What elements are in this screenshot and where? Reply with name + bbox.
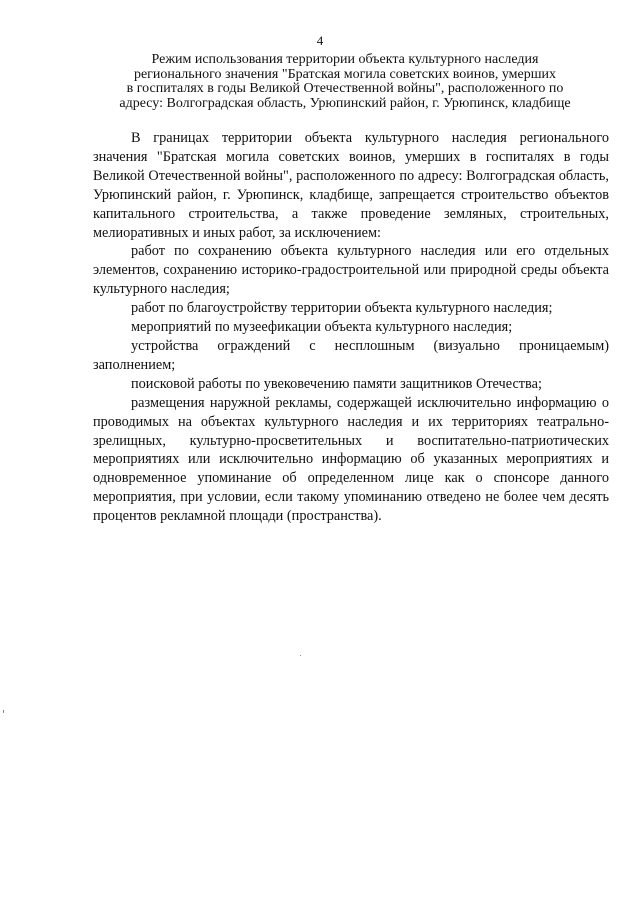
document-body [93,129,609,526]
document-title [95,53,595,111]
intro-paragraph: В границах территории объекта культурного наследия регионального значения "Братская могила советских воинов, умерших в госпиталях в годы Великой Отечественной войны", расположенного по адресу: Волгоградская область, Урюпинский район, г. Урюпинск, кладбище, запрещается строительство объектов капитального строительства, а также проведение земляных, строительных, мелиоративных и иных работ, за исключением: [93,130,609,241]
scan-speck [3,710,4,713]
title-line: адресу: Волгоградская область, Урюпинский район, г. Урюпинск, кладбище [119,95,571,111]
page-number: 4 [316,33,324,48]
title-line: в госпиталях в годы Великой Отечественной войны", расположенного по [126,81,564,96]
title-line: регионального значения "Братская могила советских воинов, умерших [133,66,557,82]
exception-item: работ по благоустройству территории объекта культурного наследия; [131,300,553,317]
scan-speck [300,655,301,656]
exception-item: работ по сохранению объекта культурного наследия или его отдельных элементов, сохранению историко-градостроительной или природной среды объекта культурного наследия; [93,243,609,298]
exception-item: размещения наружной рекламы, содержащей исключительно информацию о проводимых на объектах культурного наследия и их территориях театрально-зрелищных, культурно-просветительных и воспитательно-патриотических мероприятиях или исключительно информацию об указанных мероприятиях и одновременное упоминание об определенном лице как о спонсоре данного мероприятия, при условии, если такому упоминанию отведено не более чем десять процентов рекламной площади (пространства). [93,394,609,525]
exception-item: поисковой работы по увековечению памяти защитников Отечества; [131,375,542,392]
title-line: Режим использования территории объекта культурного наследия [151,52,539,67]
exception-item: устройства ограждений с несплошным (визуально проницаемым) заполнением; [93,337,609,373]
exception-item: мероприятий по музеефикации объекта культурного наследия; [131,319,513,336]
